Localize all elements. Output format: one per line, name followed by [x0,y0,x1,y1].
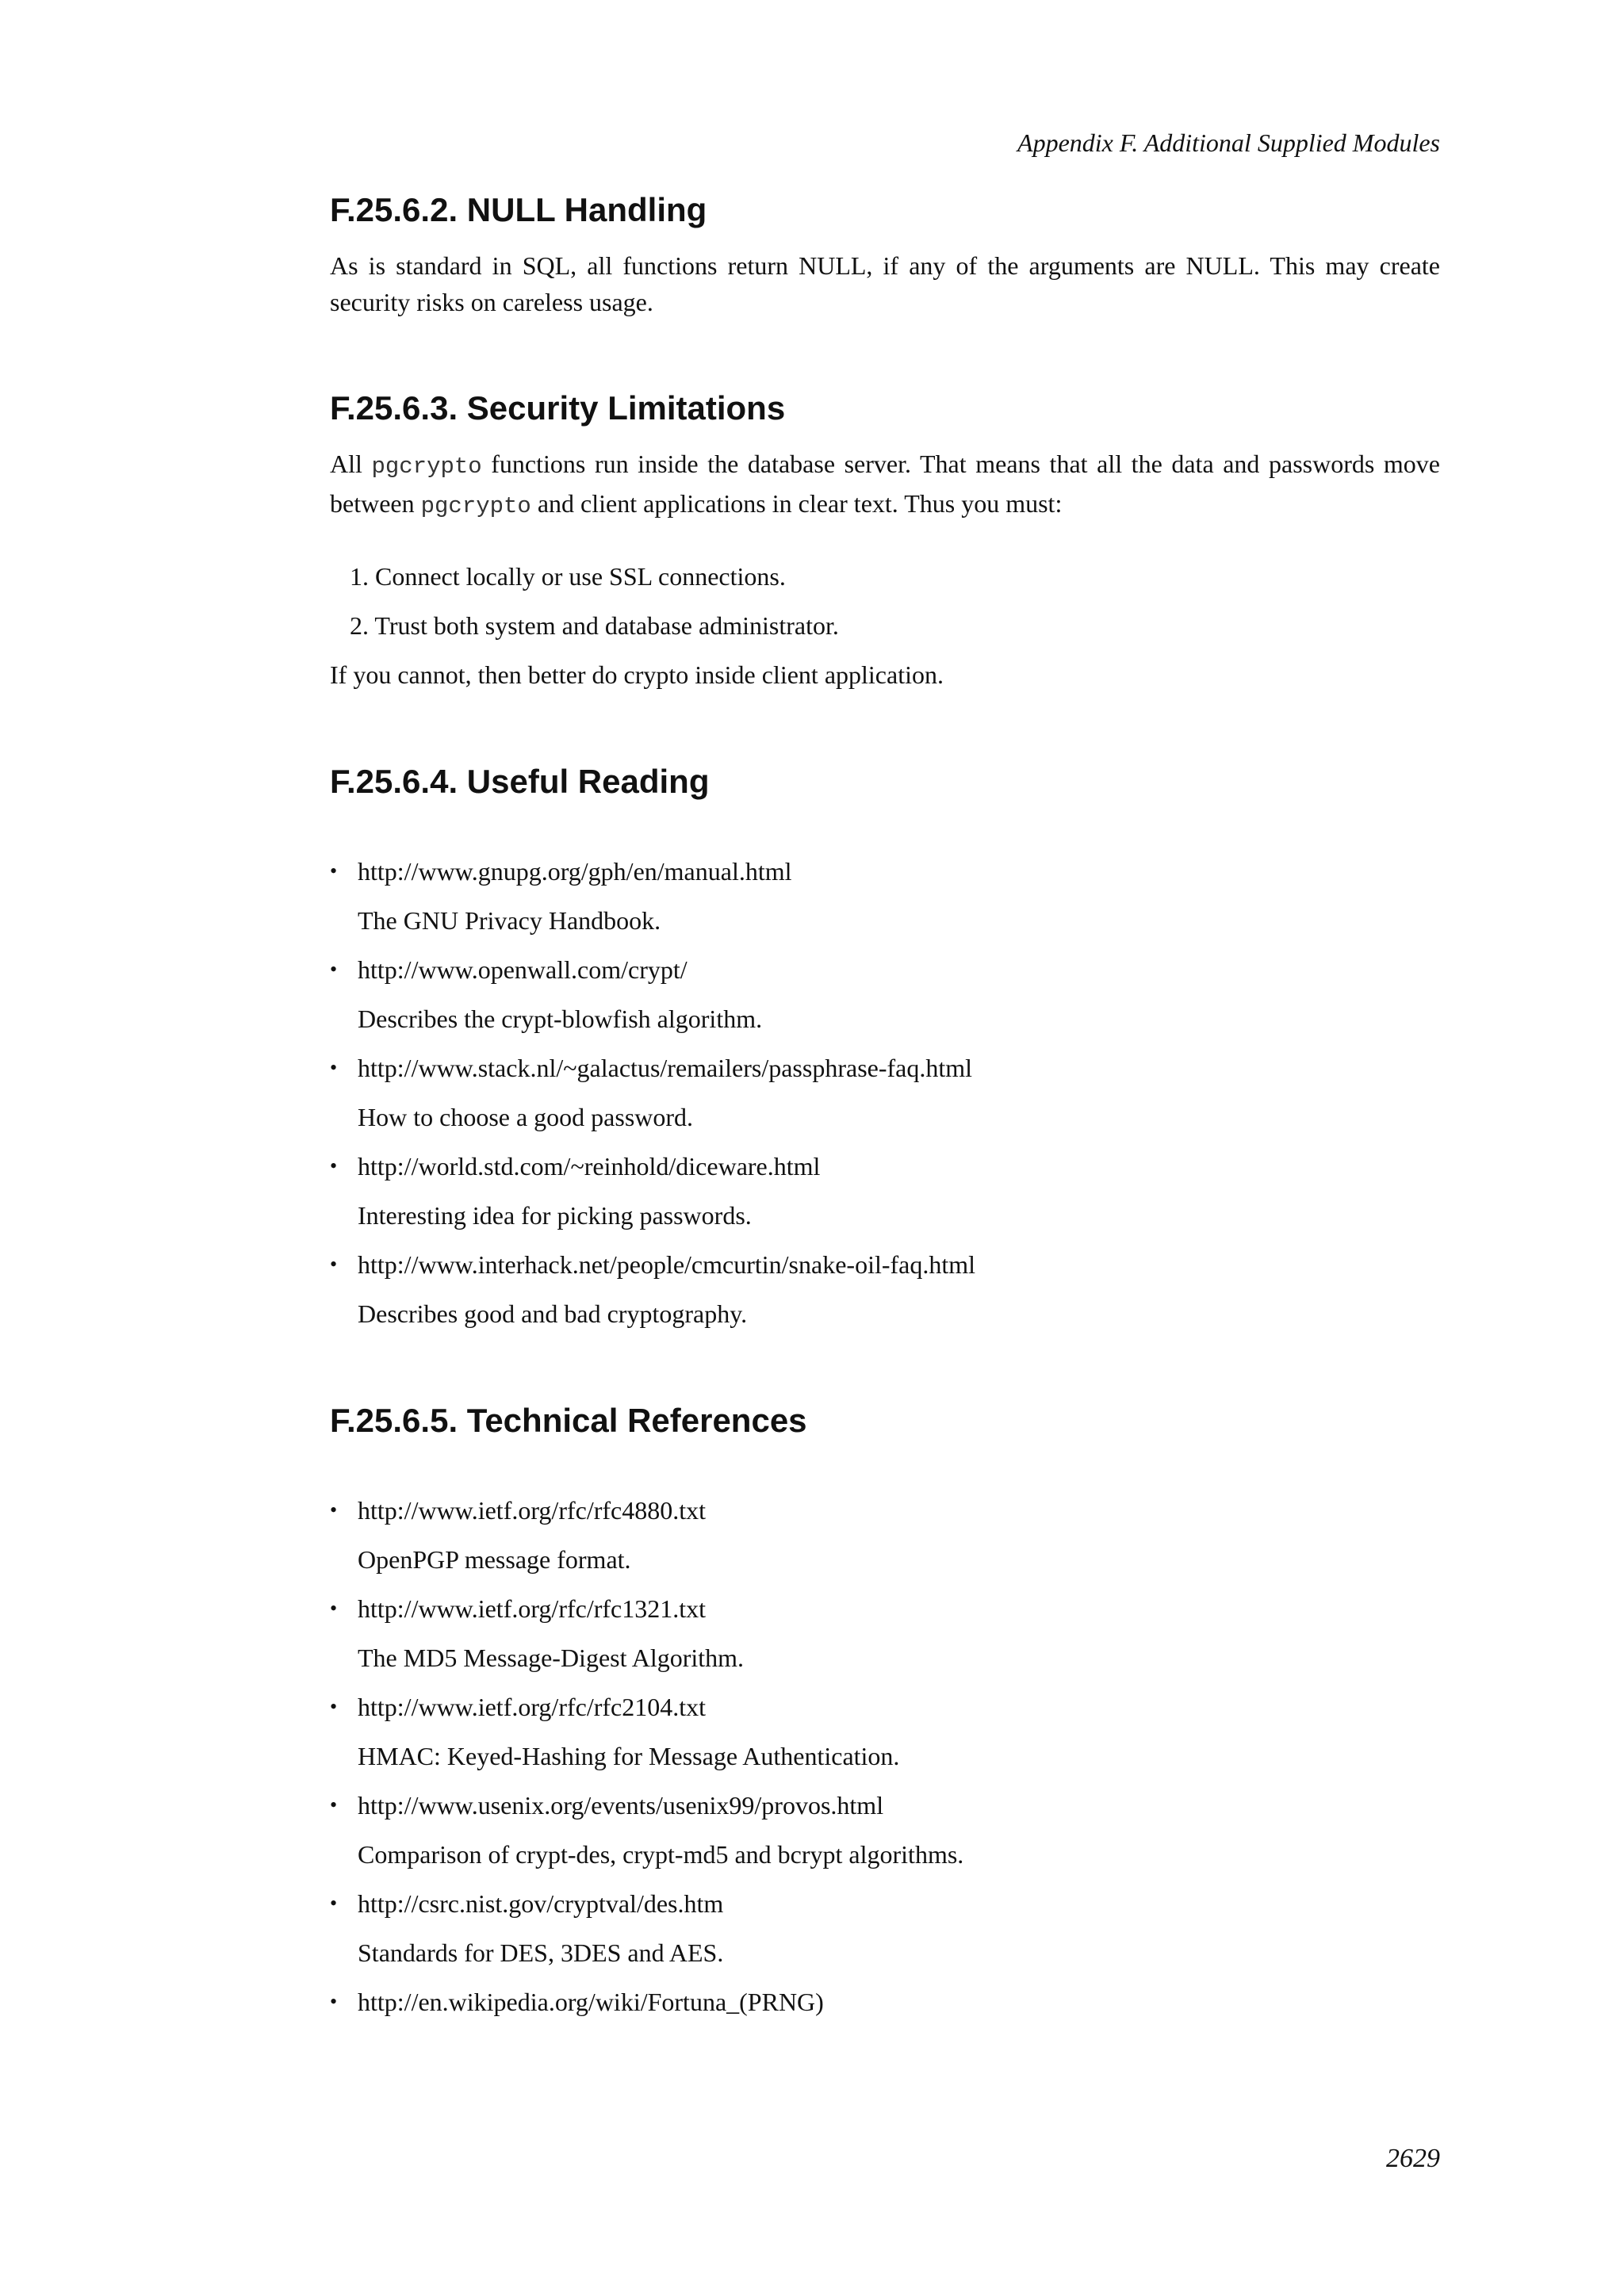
bullet-icon: • [330,1154,338,1177]
document-page [330,0,1440,2296]
reference-item [330,1050,1440,1086]
section-heading-technical-references: F.25.6.5. Technical References [330,1402,807,1439]
reference-item [330,1984,1440,2020]
reference-url[interactable]: http://www.usenix.org/events/usenix99/provos.html [358,1791,884,1820]
security-closing: If you cannot, then better do crypto inside client application. [330,660,944,689]
reference-description: HMAC: Keyed-Hashing for Message Authentication. [358,1742,900,1770]
security-text-part2: functions run inside the database server. That means that all the data and passwords move between [330,450,1441,518]
section-heading-security-limitations: F.25.6.3. Security Limitations [330,389,786,427]
section-heading-useful-reading: F.25.6.4. Useful Reading [330,763,710,800]
reference-description: Describes good and bad cryptography. [358,1299,748,1328]
reference-item [330,1885,1440,1922]
null-handling-paragraph: As is standard in SQL, all functions return NULL, if any of the arguments are NULL. This may create security risks on careless usage. [330,251,1440,316]
reference-url[interactable]: http://world.std.com/~reinhold/diceware.html [358,1152,821,1181]
reference-url[interactable]: http://www.ietf.org/rfc/rfc4880.txt [358,1496,707,1525]
reference-item [330,1492,1440,1529]
reference-url[interactable]: http://www.openwall.com/crypt/ [358,955,688,984]
bullet-icon: • [330,1597,338,1620]
running-header: Appendix F. Additional Supplied Modules [1017,128,1440,157]
bullet-icon: • [330,1793,338,1816]
pgcrypto-code: pgcrypto [371,453,482,480]
pgcrypto-code: pgcrypto [420,493,531,519]
reference-item [330,951,1440,988]
list-item: 1. Connect locally or use SSL connections. [350,562,786,591]
bullet-icon: • [330,1498,338,1521]
reference-url[interactable]: http://www.stack.nl/~galactus/remailers/passphrase-faq.html [358,1054,973,1082]
reference-item [330,1246,1440,1283]
section-heading-null-handling: F.25.6.2. NULL Handling [330,191,707,228]
security-text-part3: and client applications in clear text. Thus you must: [530,489,1063,518]
reference-url[interactable]: http://www.ietf.org/rfc/rfc2104.txt [358,1693,707,1721]
reference-item [330,853,1440,890]
bullet-icon: • [330,1056,338,1079]
reference-item [330,1787,1440,1823]
bullet-icon: • [330,1695,338,1718]
reference-description: The GNU Privacy Handbook. [358,906,661,935]
reference-item [330,1590,1440,1627]
security-text-part1: All [330,450,372,478]
reference-description: Standards for DES, 3DES and AES. [358,1938,724,1967]
reference-url[interactable]: http://en.wikipedia.org/wiki/Fortuna_(PRNG) [358,1988,824,2016]
reference-url[interactable]: http://www.gnupg.org/gph/en/manual.html [358,857,792,886]
reference-description: Interesting idea for picking passwords. [358,1201,752,1230]
reference-description: The MD5 Message-Digest Algorithm. [358,1644,745,1672]
reference-url[interactable]: http://www.ietf.org/rfc/rfc1321.txt [358,1594,707,1623]
bullet-icon: • [330,1892,338,1915]
bullet-icon: • [330,859,338,882]
list-item: 2. Trust both system and database administrator. [350,611,839,640]
reference-description: OpenPGP message format. [358,1545,631,1574]
bullet-icon: • [330,1990,338,2013]
reference-url[interactable]: http://www.interhack.net/people/cmcurtin/snake-oil-faq.html [358,1250,976,1279]
security-paragraph [330,446,1440,525]
reference-description: How to choose a good password. [358,1103,694,1131]
page-number: 2629 [1386,2144,1440,2173]
reference-description: Comparison of crypt-des, crypt-md5 and bcrypt algorithms. [358,1840,964,1869]
bullet-icon: • [330,958,338,981]
reference-url[interactable]: http://csrc.nist.gov/cryptval/des.htm [358,1889,724,1918]
reference-item [330,1689,1440,1725]
reference-description: Describes the crypt-blowfish algorithm. [358,1004,763,1033]
reference-item [330,1148,1440,1184]
bullet-icon: • [330,1253,338,1276]
